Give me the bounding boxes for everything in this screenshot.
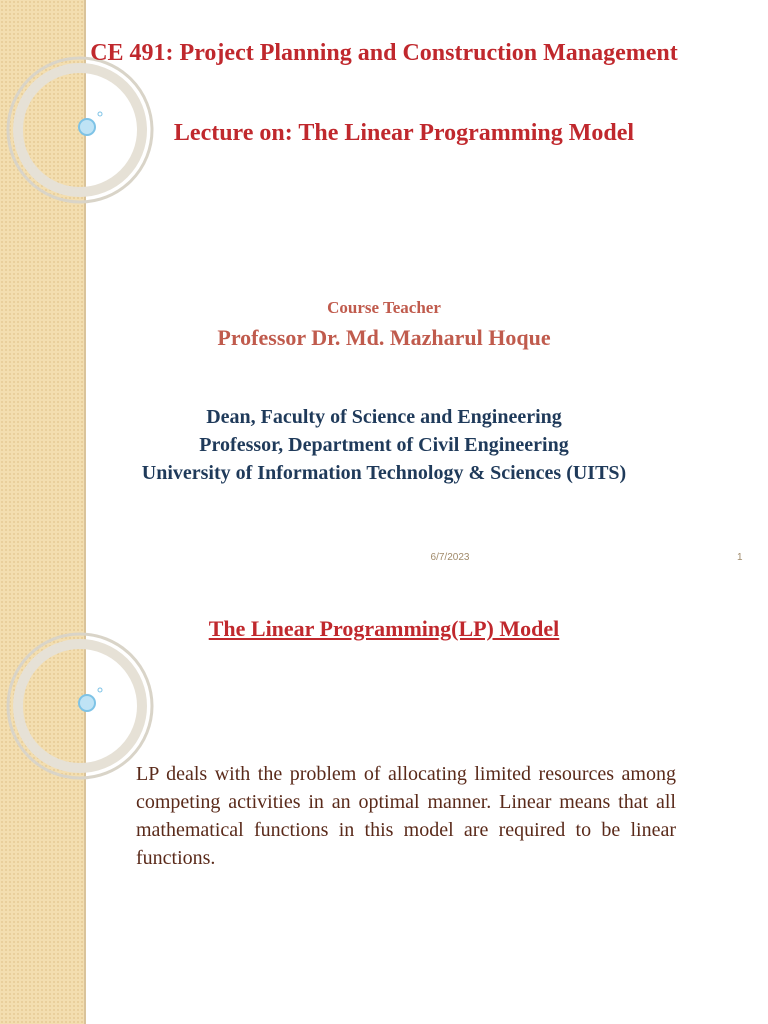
small-bubble-icon [98, 688, 102, 692]
bubble-icon [79, 695, 95, 711]
slide-date: 6/7/2023 [430, 552, 470, 563]
section-heading-wrap [0, 616, 768, 642]
teacher-name: Professor Dr. Md. Mazharul Hoque [217, 325, 551, 350]
affiliation-dean: Dean, Faculty of Science and Engineering [206, 406, 562, 428]
section-heading: The Linear Programming(LP) Model [208, 616, 560, 641]
affiliation-university: University of Information Technology & Sciences (UITS) [141, 462, 627, 484]
page-number: 1 [737, 552, 743, 563]
lecture-title: Lecture on: The Linear Programming Model [173, 120, 635, 146]
teacher-label: Course Teacher [327, 298, 441, 317]
small-bubble-icon [98, 112, 102, 116]
slide-2 [0, 576, 768, 1024]
course-title: CE 491: Project Planning and Construction Management [90, 40, 678, 66]
affiliation-professor: Professor, Department of Civil Engineering [199, 434, 569, 456]
body-paragraph: LP deals with the problem of allocating limited resources among competing activities in an optimal manner. Linear means that all mathematical functions in this model are required to be linear functions. [136, 763, 676, 869]
